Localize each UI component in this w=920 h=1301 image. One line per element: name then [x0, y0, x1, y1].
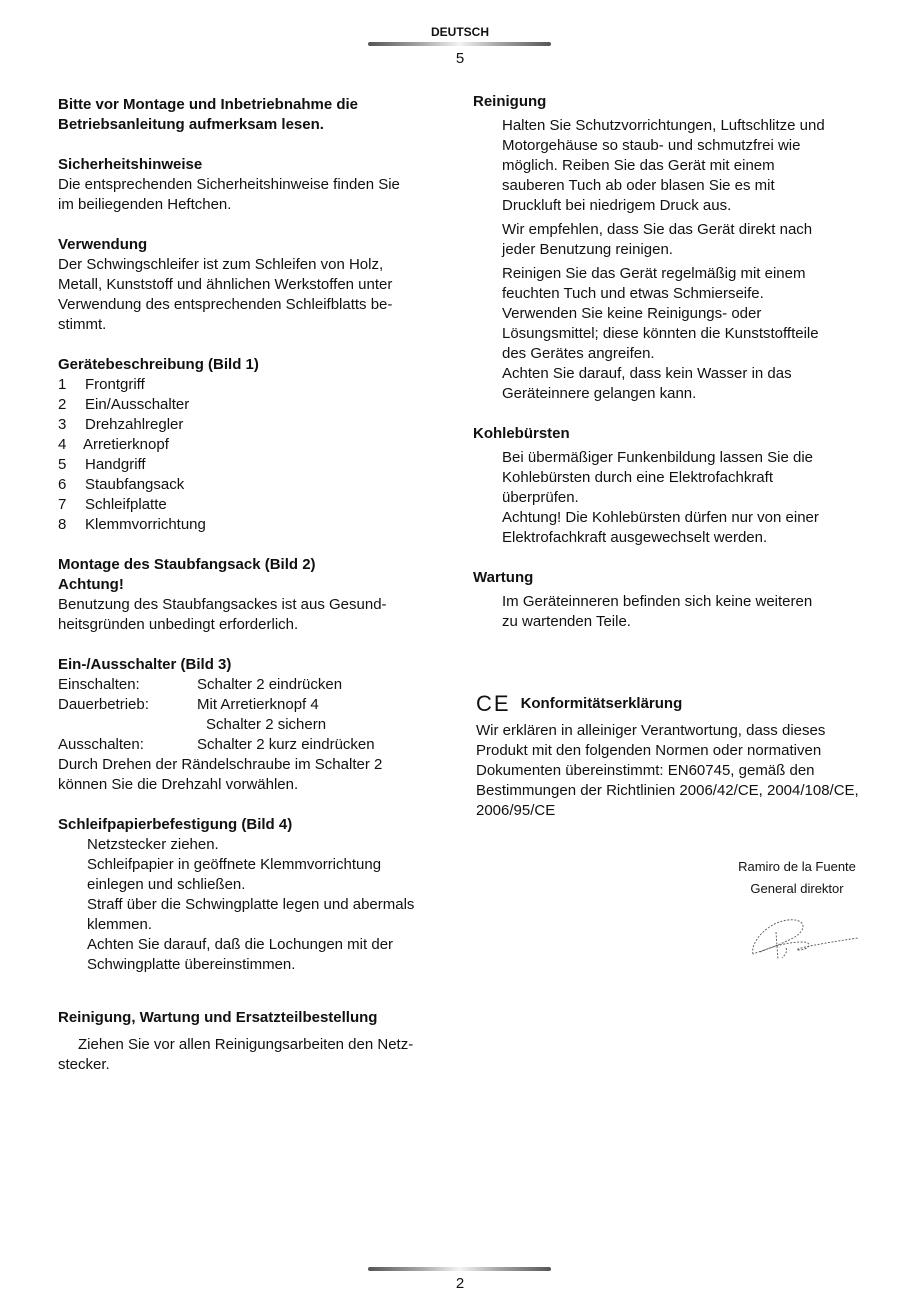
dustbag-text: heitsgründen unbedingt erforderlich.	[58, 616, 299, 633]
brushes-text: Kohlebürsten durch eine Elektrofachkraft	[502, 469, 773, 486]
language-header: DEUTSCH	[430, 25, 489, 39]
dustbag-warning: Achtung!	[58, 576, 124, 593]
right-column	[473, 92, 893, 632]
conformity-text: Produkt mit den folgenden Normen oder normativen	[476, 742, 822, 759]
switch-text: Durch Drehen der Rändelschraube im Schalter 2	[58, 756, 383, 773]
service-text: Im Geräteinneren befinden sich keine weiteren	[502, 593, 813, 610]
maintenance-text: Ziehen Sie vor allen Reinigungsarbeiten den Netz-	[78, 1036, 414, 1053]
description-heading: Gerätebeschreibung (Bild 1)	[58, 356, 259, 373]
cleaning-text: Wir empfehlen, dass Sie das Gerät direkt nach	[502, 221, 813, 238]
cleaning-text: Verwenden Sie keine Reinigungs- oder	[502, 305, 762, 322]
paper-text: Schwingplatte übereinstimmen.	[87, 956, 296, 973]
brushes-text: überprüfen.	[502, 489, 579, 506]
usage-text: stimmt.	[58, 316, 107, 333]
brushes-text: Elektrofachkraft ausgewechselt werden.	[502, 529, 768, 546]
list-item: 7 Schleifplatte	[58, 496, 167, 513]
list-item: 6 Staubfangsack	[58, 476, 185, 493]
cleaning-text: feuchten Tuch und etwas Schmierseife.	[502, 285, 764, 302]
paper-text: Straff über die Schwingplatte legen und abermals	[87, 896, 415, 913]
switch-row: Einschalten: Schalter 2 eindrücken	[58, 676, 343, 693]
intro-line-1: Bitte vor Montage und Inbetriebnahme die	[58, 96, 359, 113]
list-item: 3 Drehzahlregler	[58, 416, 184, 433]
cleaning-text: Achten Sie darauf, dass kein Wasser in das	[502, 365, 792, 382]
signature-icon	[748, 912, 863, 964]
service-heading: Wartung	[473, 569, 534, 586]
usage-heading: Verwendung	[58, 236, 148, 253]
list-item: 4 Arretierknopf	[58, 436, 169, 453]
switch-row: Dauerbetrieb: Mit Arretierknopf 4	[58, 696, 319, 713]
cleaning-text: möglich. Reiben Sie das Gerät mit einem	[502, 157, 775, 174]
footer-page-number: 2	[455, 1275, 465, 1292]
conformity-text: 2006/95/CE	[476, 802, 556, 819]
conformity-text: Bestimmungen der Richtlinien 2006/42/CE, 2004/108/CE,	[476, 782, 859, 799]
cleaning-text: Lösungsmittel; diese könnten die Kunststoffteile	[502, 325, 819, 342]
conformity-text: Wir erklären in alleiniger Verantwortung, dass dieses	[476, 722, 826, 739]
switch-row: Ausschalten: Schalter 2 kurz eindrücken	[58, 736, 375, 753]
paper-heading: Schleifpapierbefestigung (Bild 4)	[58, 816, 293, 833]
intro-line-2: Betriebsanleitung aufmerksam lesen.	[58, 116, 324, 133]
signatory-name: Ramiro de la Fuente	[738, 859, 856, 874]
conformity-section	[476, 693, 896, 821]
brushes-text: Bei übermäßiger Funkenbildung lassen Sie die	[502, 449, 814, 466]
cleaning-text: jeder Benutzung reinigen.	[502, 241, 673, 258]
dustbag-heading: Montage des Staubfangsack (Bild 2)	[58, 556, 316, 573]
list-item: 1 Frontgriff	[58, 376, 145, 393]
safety-text: Die entsprechenden Sicherheitshinweise finden Sie	[58, 176, 400, 193]
ce-mark-icon: CE	[476, 691, 511, 716]
paper-text: einlegen und schließen.	[87, 876, 246, 893]
safety-text: im beiliegenden Heftchen.	[58, 196, 232, 213]
header-divider	[368, 42, 551, 46]
paper-text: Netzstecker ziehen.	[87, 836, 219, 853]
safety-heading: Sicherheitshinweise	[58, 156, 203, 173]
list-item: 5 Handgriff	[58, 456, 146, 473]
signatory-role: General direktor	[750, 881, 844, 896]
left-column	[58, 95, 438, 1075]
list-item: 8 Klemmvorrichtung	[58, 516, 206, 533]
maintenance-heading: Reinigung, Wartung und Ersatzteilbestellung	[58, 1009, 378, 1026]
paper-text: Schleifpapier in geöffnete Klemmvorrichtung	[87, 856, 382, 873]
cleaning-text: Druckluft bei niedrigem Druck aus.	[502, 197, 732, 214]
paper-text: klemmen.	[87, 916, 153, 933]
usage-text: Der Schwingschleifer ist zum Schleifen von Holz,	[58, 256, 384, 273]
signature-block	[722, 856, 872, 900]
cleaning-text: des Gerätes angreifen.	[502, 345, 655, 362]
switch-row: Schalter 2 sichern	[206, 716, 327, 733]
conformity-heading: CE Konformitätserklärung	[476, 691, 683, 716]
dustbag-text: Benutzung des Staubfangsackes ist aus Gesund-	[58, 596, 387, 613]
brushes-text: Achtung! Die Kohlebürsten dürfen nur von einer	[502, 509, 819, 526]
conformity-text: Dokumenten übereinstimmt: EN60745, gemäß den	[476, 762, 815, 779]
service-text: zu wartenden Teile.	[502, 613, 631, 630]
list-item: 2 Ein/Ausschalter	[58, 396, 190, 413]
cleaning-text: Geräteinnere gelangen kann.	[502, 385, 697, 402]
cleaning-text: Motorgehäuse so staub- und schmutzfrei wie	[502, 137, 801, 154]
maintenance-text: stecker.	[58, 1056, 110, 1073]
switch-text: können Sie die Drehzahl vorwählen.	[58, 776, 299, 793]
cleaning-text: Halten Sie Schutzvorrichtungen, Luftschlitze und	[502, 117, 825, 134]
switch-heading: Ein-/Ausschalter (Bild 3)	[58, 656, 232, 673]
paper-text: Achten Sie darauf, daß die Lochungen mit der	[87, 936, 394, 953]
cleaning-text: Reinigen Sie das Gerät regelmäßig mit einem	[502, 265, 806, 282]
usage-text: Verwendung des entsprechenden Schleifblatts be-	[58, 296, 393, 313]
brushes-heading: Kohlebürsten	[473, 425, 570, 442]
footer-divider	[368, 1267, 551, 1271]
usage-text: Metall, Kunststoff und ähnlichen Werkstoffen unter	[58, 276, 393, 293]
cleaning-text: sauberen Tuch ab oder blasen Sie es mit	[502, 177, 775, 194]
header-page-number: 5	[455, 50, 465, 67]
cleaning-heading: Reinigung	[473, 93, 547, 110]
